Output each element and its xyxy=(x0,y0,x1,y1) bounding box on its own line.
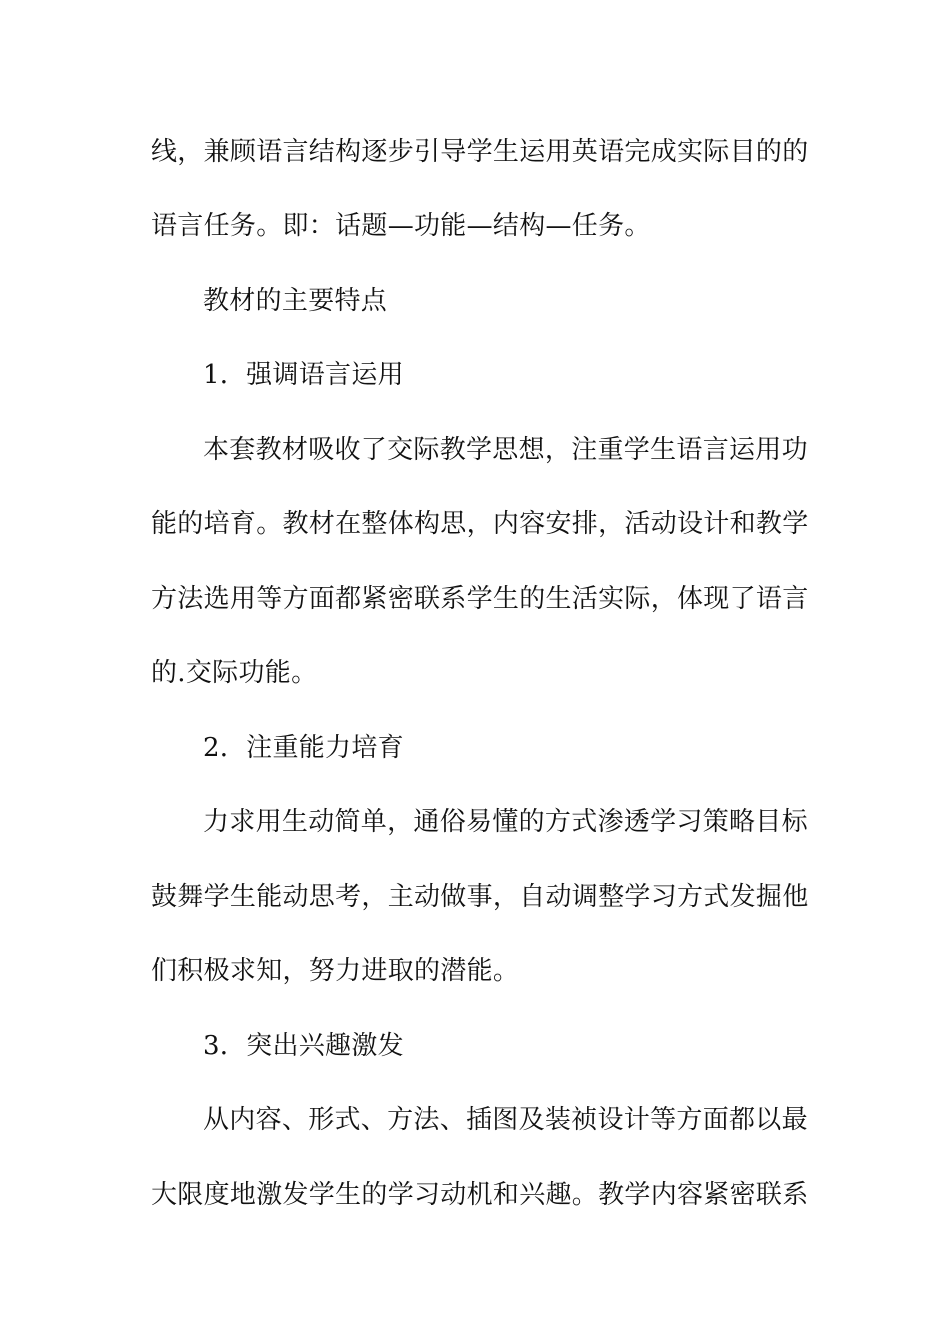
paragraph-1-line-3: 方法选用等方面都紧密联系学生的生活实际，体现了语言 xyxy=(151,584,809,614)
paragraph-2-line-2: 鼓舞学生能动思考，主动做事，自动调整学习方式发掘他 xyxy=(151,882,809,912)
text-line-2: 语言任务。即：话题—功能—结构—任务。 xyxy=(151,211,651,241)
subheading-1: 1．强调语言运用 xyxy=(203,360,404,390)
section-heading: 教材的主要特点 xyxy=(203,286,388,316)
paragraph-3-line-1: 从内容、形式、方法、插图及装祯设计等方面都以最 xyxy=(203,1105,808,1135)
paragraph-1-line-2: 能的培育。教材在整体构思，内容安排，活动设计和教学 xyxy=(151,509,809,539)
subheading-2: 2．注重能力培育 xyxy=(203,733,404,763)
paragraph-1-line-1: 本套教材吸收了交际教学思想，注重学生语言运用功 xyxy=(203,435,808,465)
paragraph-3-line-2: 大限度地激发学生的学习动机和兴趣。教学内容紧密联系 xyxy=(151,1180,809,1210)
text-line-1: 线，兼顾语言结构逐步引导学生运用英语完成实际目的的 xyxy=(151,137,809,167)
paragraph-2-line-3: 们积极求知，努力进取的潜能。 xyxy=(151,956,520,986)
subheading-3: 3．突出兴趣激发 xyxy=(203,1031,404,1061)
paragraph-1-line-4: 的.交际功能。 xyxy=(151,658,318,688)
paragraph-2-line-1: 力求用生动简单，通俗易懂的方式渗透学习策略目标 xyxy=(203,807,808,837)
